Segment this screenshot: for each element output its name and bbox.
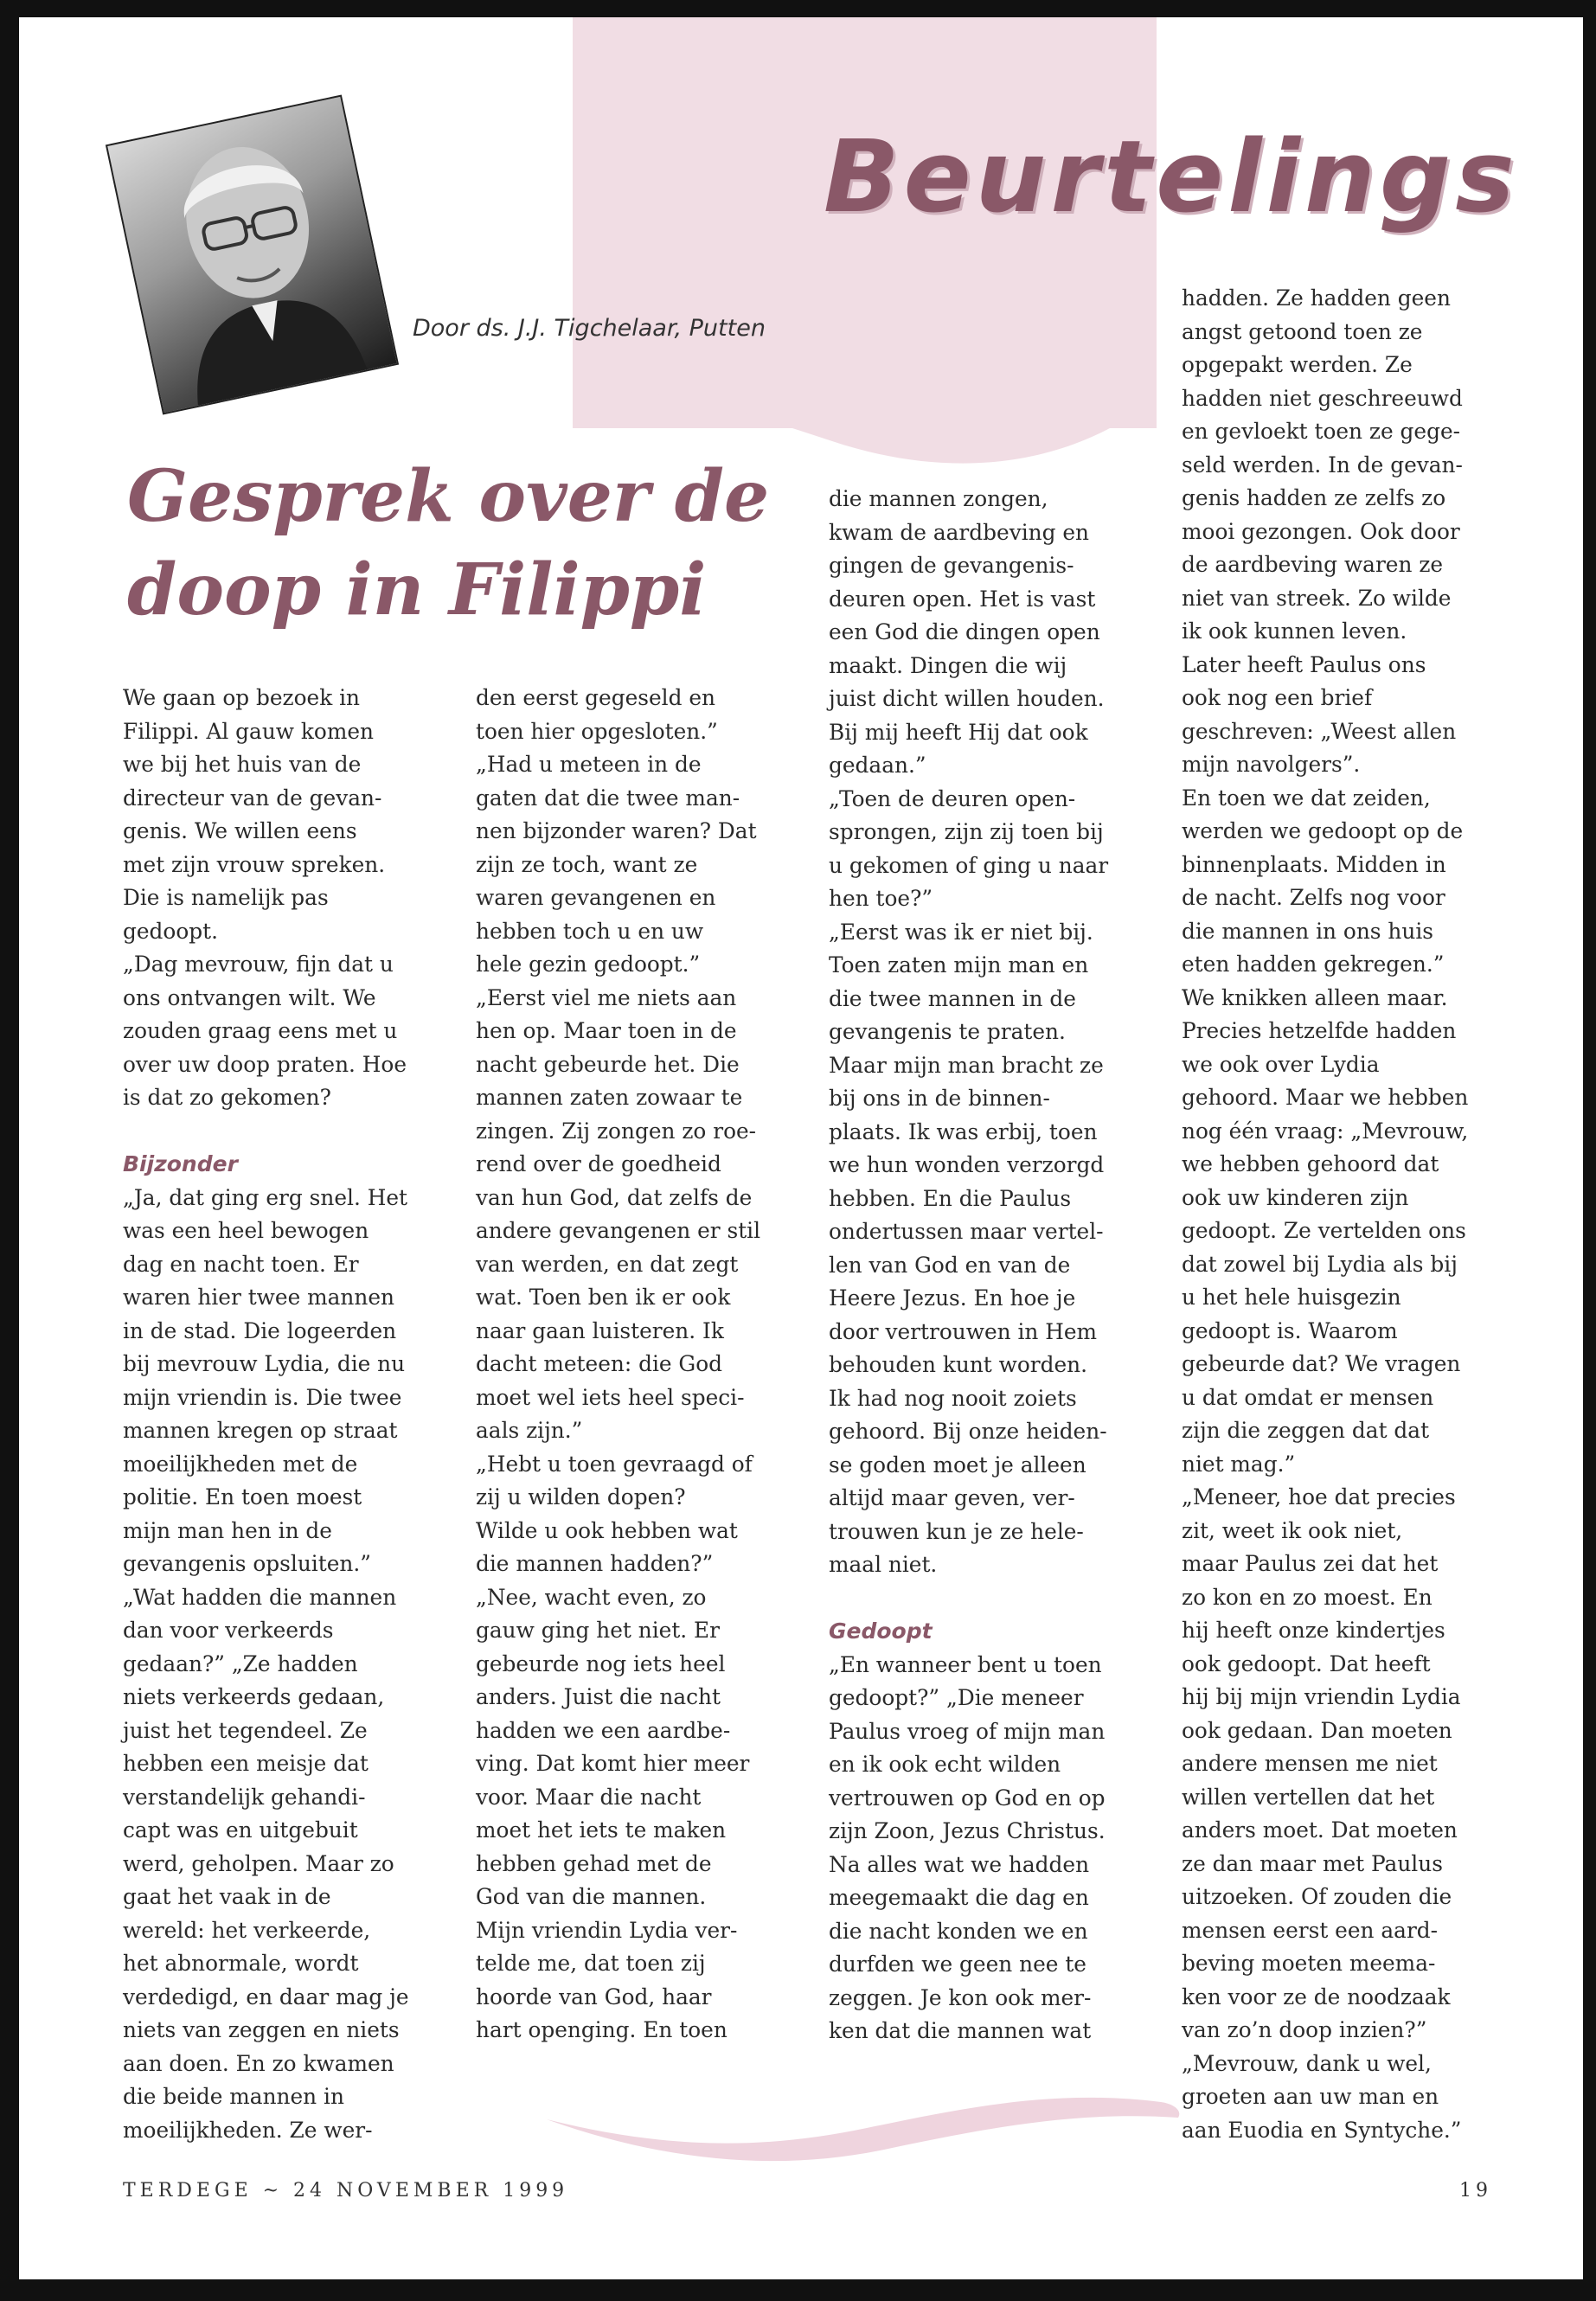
paragraph-gap	[829, 1582, 1157, 1616]
text-line: moet het iets te maken	[476, 1817, 727, 1843]
text-line: anders. Juist die nacht	[476, 1684, 721, 1709]
text-line: gedoopt?” „Die meneer	[829, 1685, 1084, 1710]
text-line: u dat omdat er mensen	[1182, 1384, 1434, 1410]
text-line: Die is namelijk pas	[123, 885, 329, 910]
text-line: ook gedaan. Dan moeten	[1182, 1717, 1452, 1743]
text-line: se goden moet je alleen	[829, 1452, 1086, 1477]
text-line: nacht gebeurde het. Die	[476, 1051, 740, 1077]
text-line: niets verkeerds gedaan,	[123, 1684, 385, 1709]
text-line: hebben toch u en uw	[476, 918, 704, 944]
text-line: hen op. Maar toen in de	[476, 1018, 737, 1043]
text-line: nog één vraag: „Mevrouw,	[1182, 1118, 1469, 1144]
page-number: 19	[1459, 2180, 1492, 2202]
text-line: gedoopt is. Waarom	[1182, 1317, 1398, 1343]
text-line: rend over de goedheid	[476, 1151, 721, 1176]
text-line: eten hadden gekregen.”	[1182, 952, 1445, 977]
text-line: bij ons in de binnen-	[829, 1086, 1050, 1111]
pink-wave-bottom	[538, 2067, 1195, 2180]
text-line: uitzoeken. Of zouden die	[1182, 1884, 1452, 1909]
text-line: Paulus vroeg of mijn man	[829, 1718, 1106, 1744]
text-line: gedoopt. Ze vertelden ons	[1182, 1218, 1466, 1243]
text-line: met zijn vrouw spreken.	[123, 851, 386, 877]
text-line: willen vertellen dat het	[1182, 1784, 1435, 1810]
text-line: hen toe?”	[829, 886, 933, 911]
text-line: die mannen zongen,	[829, 486, 1048, 511]
text-line: mijn vriendin is. Die twee	[123, 1384, 402, 1410]
text-line: mijn man hen in de	[123, 1517, 332, 1543]
text-line: „Eerst viel me niets aan	[476, 984, 737, 1010]
text-line: gaat het vaak in de	[123, 1884, 331, 1909]
paragraph-gap	[123, 1115, 452, 1149]
text-line: zouden graag eens met u	[123, 1018, 398, 1043]
text-line: God van die mannen.	[476, 1884, 707, 1909]
text-line: ik ook kunnen leven.	[1182, 619, 1407, 644]
text-line: genis hadden ze zelfs zo	[1182, 485, 1446, 510]
text-line: toen hier opgesloten.”	[476, 718, 718, 744]
text-line: gedaan.”	[829, 753, 926, 778]
text-line: ook uw kinderen zijn	[1182, 1184, 1409, 1210]
text-line: voor. Maar die nacht	[476, 1784, 702, 1810]
text-line: die twee mannen in de	[829, 985, 1076, 1011]
text-line: zeggen. Je kon ook mer-	[829, 1984, 1092, 2010]
text-line: Maar mijn man bracht ze	[829, 1052, 1104, 1078]
text-line: werd, geholpen. Maar zo	[123, 1850, 394, 1876]
text-line: kwam de aardbeving en	[829, 519, 1090, 545]
text-line: nen bijzonder waren? Dat	[476, 818, 757, 843]
text-line: die beide mannen in	[123, 2084, 344, 2109]
text-line: sprongen, zijn zij toen bij	[829, 819, 1104, 844]
text-line: durfden we geen nee te	[829, 1952, 1086, 1977]
text-line: Ik had nog nooit zoiets	[829, 1385, 1077, 1411]
text-line: zingen. Zij zongen zo roe-	[476, 1118, 757, 1144]
text-line: niet van streek. Zo wilde	[1182, 585, 1452, 611]
text-line: deuren open. Het is vast	[829, 586, 1096, 612]
text-line: ken dat die mannen wat	[829, 2018, 1092, 2043]
text-line: Bij mij heeft Hij dat ook	[829, 719, 1088, 745]
text-line: hebben een meisje dat	[123, 1751, 369, 1776]
text-line: Filippi. Al gauw komen	[123, 718, 375, 744]
text-line: we bij het huis van de	[123, 752, 362, 777]
text-line: altijd maar geven, ver-	[829, 1485, 1075, 1510]
text-line: ken voor ze de noodzaak	[1182, 1984, 1451, 2009]
text-line: moeilijkheden met de	[123, 1451, 358, 1477]
text-line: hadden. Ze hadden geen	[1182, 285, 1451, 311]
article-column-4	[1182, 282, 1510, 2147]
text-line: geschreven: „Weest allen	[1182, 718, 1457, 744]
text-line: bij mevrouw Lydia, die nu	[123, 1351, 406, 1376]
text-line: wat. Toen ben ik er ook	[476, 1285, 731, 1310]
text-line: maal niet.	[829, 1552, 938, 1577]
text-line: is dat zo gekomen?	[123, 1085, 331, 1110]
text-line: over uw doop praten. Hoe	[123, 1051, 407, 1077]
text-line: zij u wilden dopen?	[476, 1484, 686, 1509]
text-line: behouden kunt worden.	[829, 1352, 1088, 1377]
text-line: de nacht. Zelfs nog voor	[1182, 885, 1445, 910]
text-line: directeur van de gevan-	[123, 785, 382, 811]
portrait-illustration	[107, 97, 396, 413]
text-line: dacht meteen: die God	[476, 1351, 723, 1376]
article-column-2	[476, 682, 804, 2048]
text-line: ons ontvangen wilt. We	[123, 984, 376, 1010]
text-line: gauw ging het niet. Er	[476, 1618, 721, 1643]
text-line: Precies hetzelfde hadden	[1182, 1018, 1457, 1043]
text-line: plaats. Ik was erbij, toen	[829, 1118, 1098, 1144]
text-line: we ook over Lydia	[1182, 1051, 1380, 1077]
text-line: in de stad. Die logeerden	[123, 1317, 397, 1343]
text-line: En toen we dat zeiden,	[1182, 785, 1431, 811]
text-line: vertrouwen op God en op	[829, 1785, 1106, 1811]
text-line: van werden, en dat zegt	[476, 1251, 739, 1277]
text-line: meegemaakt die dag en	[829, 1885, 1089, 1910]
author-photo	[106, 94, 399, 414]
text-line: mijn navolgers”.	[1182, 752, 1361, 777]
text-line: juist het tegendeel. Ze	[123, 1717, 368, 1743]
publication-footer: TERDEGE ~ 24 NOVEMBER 1999	[123, 2180, 569, 2202]
text-line: verstandelijk gehandi-	[123, 1784, 366, 1810]
text-line: „Eerst was ik er niet bij.	[829, 919, 1093, 945]
text-line: angst getoond toen ze	[1182, 318, 1423, 344]
text-line: „Had u meteen in de	[476, 752, 702, 777]
text-line: moeilijkheden. Ze wer-	[123, 2117, 373, 2143]
text-line: zijn ze toch, want ze	[476, 851, 698, 877]
text-line: die mannen in ons huis	[1182, 918, 1434, 944]
text-line: „Mevrouw, dank u wel,	[1182, 2050, 1432, 2076]
text-line: ze dan maar met Paulus	[1182, 1850, 1443, 1876]
text-line: en gevloekt toen ze gege-	[1182, 419, 1461, 444]
text-line: de aardbeving waren ze	[1182, 552, 1444, 577]
text-line: dat zowel bij Lydia als bij	[1182, 1251, 1458, 1277]
text-line: „Wat hadden die mannen	[123, 1584, 397, 1610]
article-column-1	[123, 682, 452, 2147]
text-line: ondertussen maar vertel-	[829, 1219, 1104, 1244]
text-line: het abnormale, wordt	[123, 1951, 359, 1976]
text-line: hadden niet geschreeuwd	[1182, 385, 1463, 411]
text-line: gehoord. Bij onze heiden-	[829, 1419, 1107, 1444]
text-line: hebben. En die Paulus	[829, 1185, 1072, 1211]
text-line: dag en nacht toen. Er	[123, 1251, 359, 1277]
text-line: we hebben gehoord dat	[1182, 1151, 1439, 1176]
text-line: „Nee, wacht even, zo	[476, 1584, 707, 1610]
text-line: ving. Dat komt hier meer	[476, 1751, 750, 1776]
text-line: len van God en van de	[829, 1252, 1071, 1278]
text-line: anders moet. Dat moeten	[1182, 1817, 1458, 1843]
text-line: aan doen. En zo kwamen	[123, 2050, 394, 2076]
text-line: hebben gehad met de	[476, 1850, 712, 1876]
text-line: maakt. Dingen die wij	[829, 652, 1067, 678]
text-line: aals zijn.”	[476, 1418, 583, 1443]
text-line: van hun God, dat zelfs de	[476, 1184, 753, 1210]
text-line: capt was en uitgebuit	[123, 1817, 358, 1843]
text-line: mannen zaten zowaar te	[476, 1085, 743, 1110]
headline-line-1: Gesprek over de	[127, 455, 770, 538]
text-line: moet wel iets heel speci-	[476, 1384, 745, 1410]
text-line: wereld: het verkeerde,	[123, 1917, 371, 1943]
text-line: trouwen kun je ze hele-	[829, 1518, 1084, 1544]
text-line: hadden we een aardbe-	[476, 1717, 731, 1743]
text-line: hoorde van God, haar	[476, 1984, 712, 2009]
text-line: binnenplaats. Midden in	[1182, 851, 1446, 877]
text-line: zo kon en zo moest. En	[1182, 1584, 1433, 1610]
text-line: gedaan?” „Ze hadden	[123, 1650, 358, 1676]
text-line: van zo’n doop inzien?”	[1182, 2017, 1427, 2042]
text-line: die nacht konden we en	[829, 1918, 1088, 1944]
text-line: hij heeft onze kindertjes	[1182, 1618, 1445, 1643]
text-line: u gekomen of ging u naar	[829, 852, 1109, 878]
text-line: mooi gezongen. Ook door	[1182, 518, 1460, 544]
text-line: We knikken alleen maar.	[1182, 984, 1448, 1010]
text-line: die mannen hadden?”	[476, 1551, 714, 1576]
text-line: hij bij mijn vriendin Lydia	[1182, 1684, 1461, 1709]
subheading: Gedoopt	[829, 1618, 933, 1644]
text-line: Wilde u ook hebben wat	[476, 1517, 738, 1543]
text-line: naar gaan luisteren. Ik	[476, 1317, 724, 1343]
text-line: gebeurde dat? We vragen	[1182, 1351, 1461, 1376]
text-line: gevangenis opsluiten.”	[123, 1551, 371, 1576]
text-line: „En wanneer bent u toen	[829, 1651, 1102, 1677]
text-line: „Ja, dat ging erg snel. Het	[123, 1184, 407, 1210]
text-line: den eerst gegeseld en	[476, 685, 716, 710]
text-line: seld werden. In de gevan-	[1182, 452, 1463, 478]
text-line: dan voor verkeerds	[123, 1618, 334, 1643]
text-line: zijn die zeggen dat dat	[1182, 1418, 1430, 1443]
text-line: opgepakt werden. Ze	[1182, 352, 1413, 377]
text-line: werden we gedoopt op de	[1182, 818, 1464, 843]
text-line: hele gezin gedoopt.”	[476, 952, 701, 977]
text-line: ook gedoopt. Dat heeft	[1182, 1650, 1431, 1676]
text-line: „Meneer, hoe dat precies	[1182, 1484, 1456, 1509]
magazine-page	[19, 17, 1583, 2279]
text-line: gedoopt.	[123, 918, 218, 944]
text-line: zijn Zoon, Jezus Christus.	[829, 1818, 1106, 1843]
text-line: politie. En toen moest	[123, 1484, 362, 1509]
text-line: Heere Jezus. En hoe je	[829, 1285, 1076, 1311]
text-line: ook nog een brief	[1182, 685, 1373, 710]
text-line: een God die dingen open	[829, 619, 1100, 644]
text-line: groeten aan uw man en	[1182, 2084, 1439, 2109]
text-line: „Toen de deuren open-	[829, 785, 1076, 811]
headline-line-2: doop in Filippi	[127, 548, 707, 631]
text-line: verdedigd, en daar mag je	[123, 1984, 409, 2009]
text-line: Toen zaten mijn man en	[829, 952, 1089, 977]
text-line: telde me, dat toen zij	[476, 1951, 706, 1976]
text-line: gehoord. Maar we hebben	[1182, 1085, 1469, 1110]
byline: Door ds. J.J. Tigchelaar, Putten	[413, 315, 766, 342]
text-line: Na alles wat we hadden	[829, 1851, 1090, 1877]
text-line: We gaan op bezoek in	[123, 685, 361, 710]
article-column-3	[829, 483, 1157, 2048]
text-line: juist dicht willen houden.	[829, 686, 1105, 711]
page-title	[127, 450, 802, 637]
text-line: en ik ook echt wilden	[829, 1752, 1061, 1777]
text-line: aan Euodia en Syntyche.”	[1182, 2117, 1462, 2143]
text-line: „Dag mevrouw, fijn dat u	[123, 952, 394, 977]
text-line: gingen de gevangenis-	[829, 553, 1074, 578]
text-line: we hun wonden verzorgd	[829, 1152, 1105, 1177]
text-line: u het hele huisgezin	[1182, 1285, 1401, 1310]
text-line: beving moeten meema-	[1182, 1951, 1436, 1976]
series-title: Beurtelings	[824, 119, 1519, 235]
text-line: Mijn vriendin Lydia ver-	[476, 1917, 738, 1943]
text-line: waren gevangenen en	[476, 885, 716, 910]
text-line: mensen eerst een aard-	[1182, 1917, 1439, 1943]
text-line: „Hebt u toen gevraagd of	[476, 1451, 753, 1477]
text-line: waren hier twee mannen	[123, 1285, 395, 1310]
text-line: niet mag.”	[1182, 1451, 1296, 1477]
text-line: door vertrouwen in Hem	[829, 1318, 1098, 1344]
text-line: gevangenis te praten.	[829, 1019, 1066, 1044]
text-line: genis. We willen eens	[123, 818, 357, 843]
subheading: Bijzonder	[123, 1151, 238, 1176]
text-line: maar Paulus zei dat het	[1182, 1551, 1439, 1576]
text-line: mannen kregen op straat	[123, 1418, 398, 1443]
text-line: was een heel bewogen	[123, 1218, 369, 1243]
text-line: gaten dat die twee man-	[476, 785, 740, 811]
text-line: andere mensen me niet	[1182, 1751, 1438, 1776]
text-line: zit, weet ik ook niet,	[1182, 1517, 1403, 1543]
text-line: Later heeft Paulus ons	[1182, 651, 1426, 677]
text-line: hart openging. En toen	[476, 2017, 727, 2042]
text-line: gebeurde nog iets heel	[476, 1650, 726, 1676]
text-line: andere gevangenen er stil	[476, 1218, 761, 1243]
text-line: niets van zeggen en niets	[123, 2017, 400, 2042]
